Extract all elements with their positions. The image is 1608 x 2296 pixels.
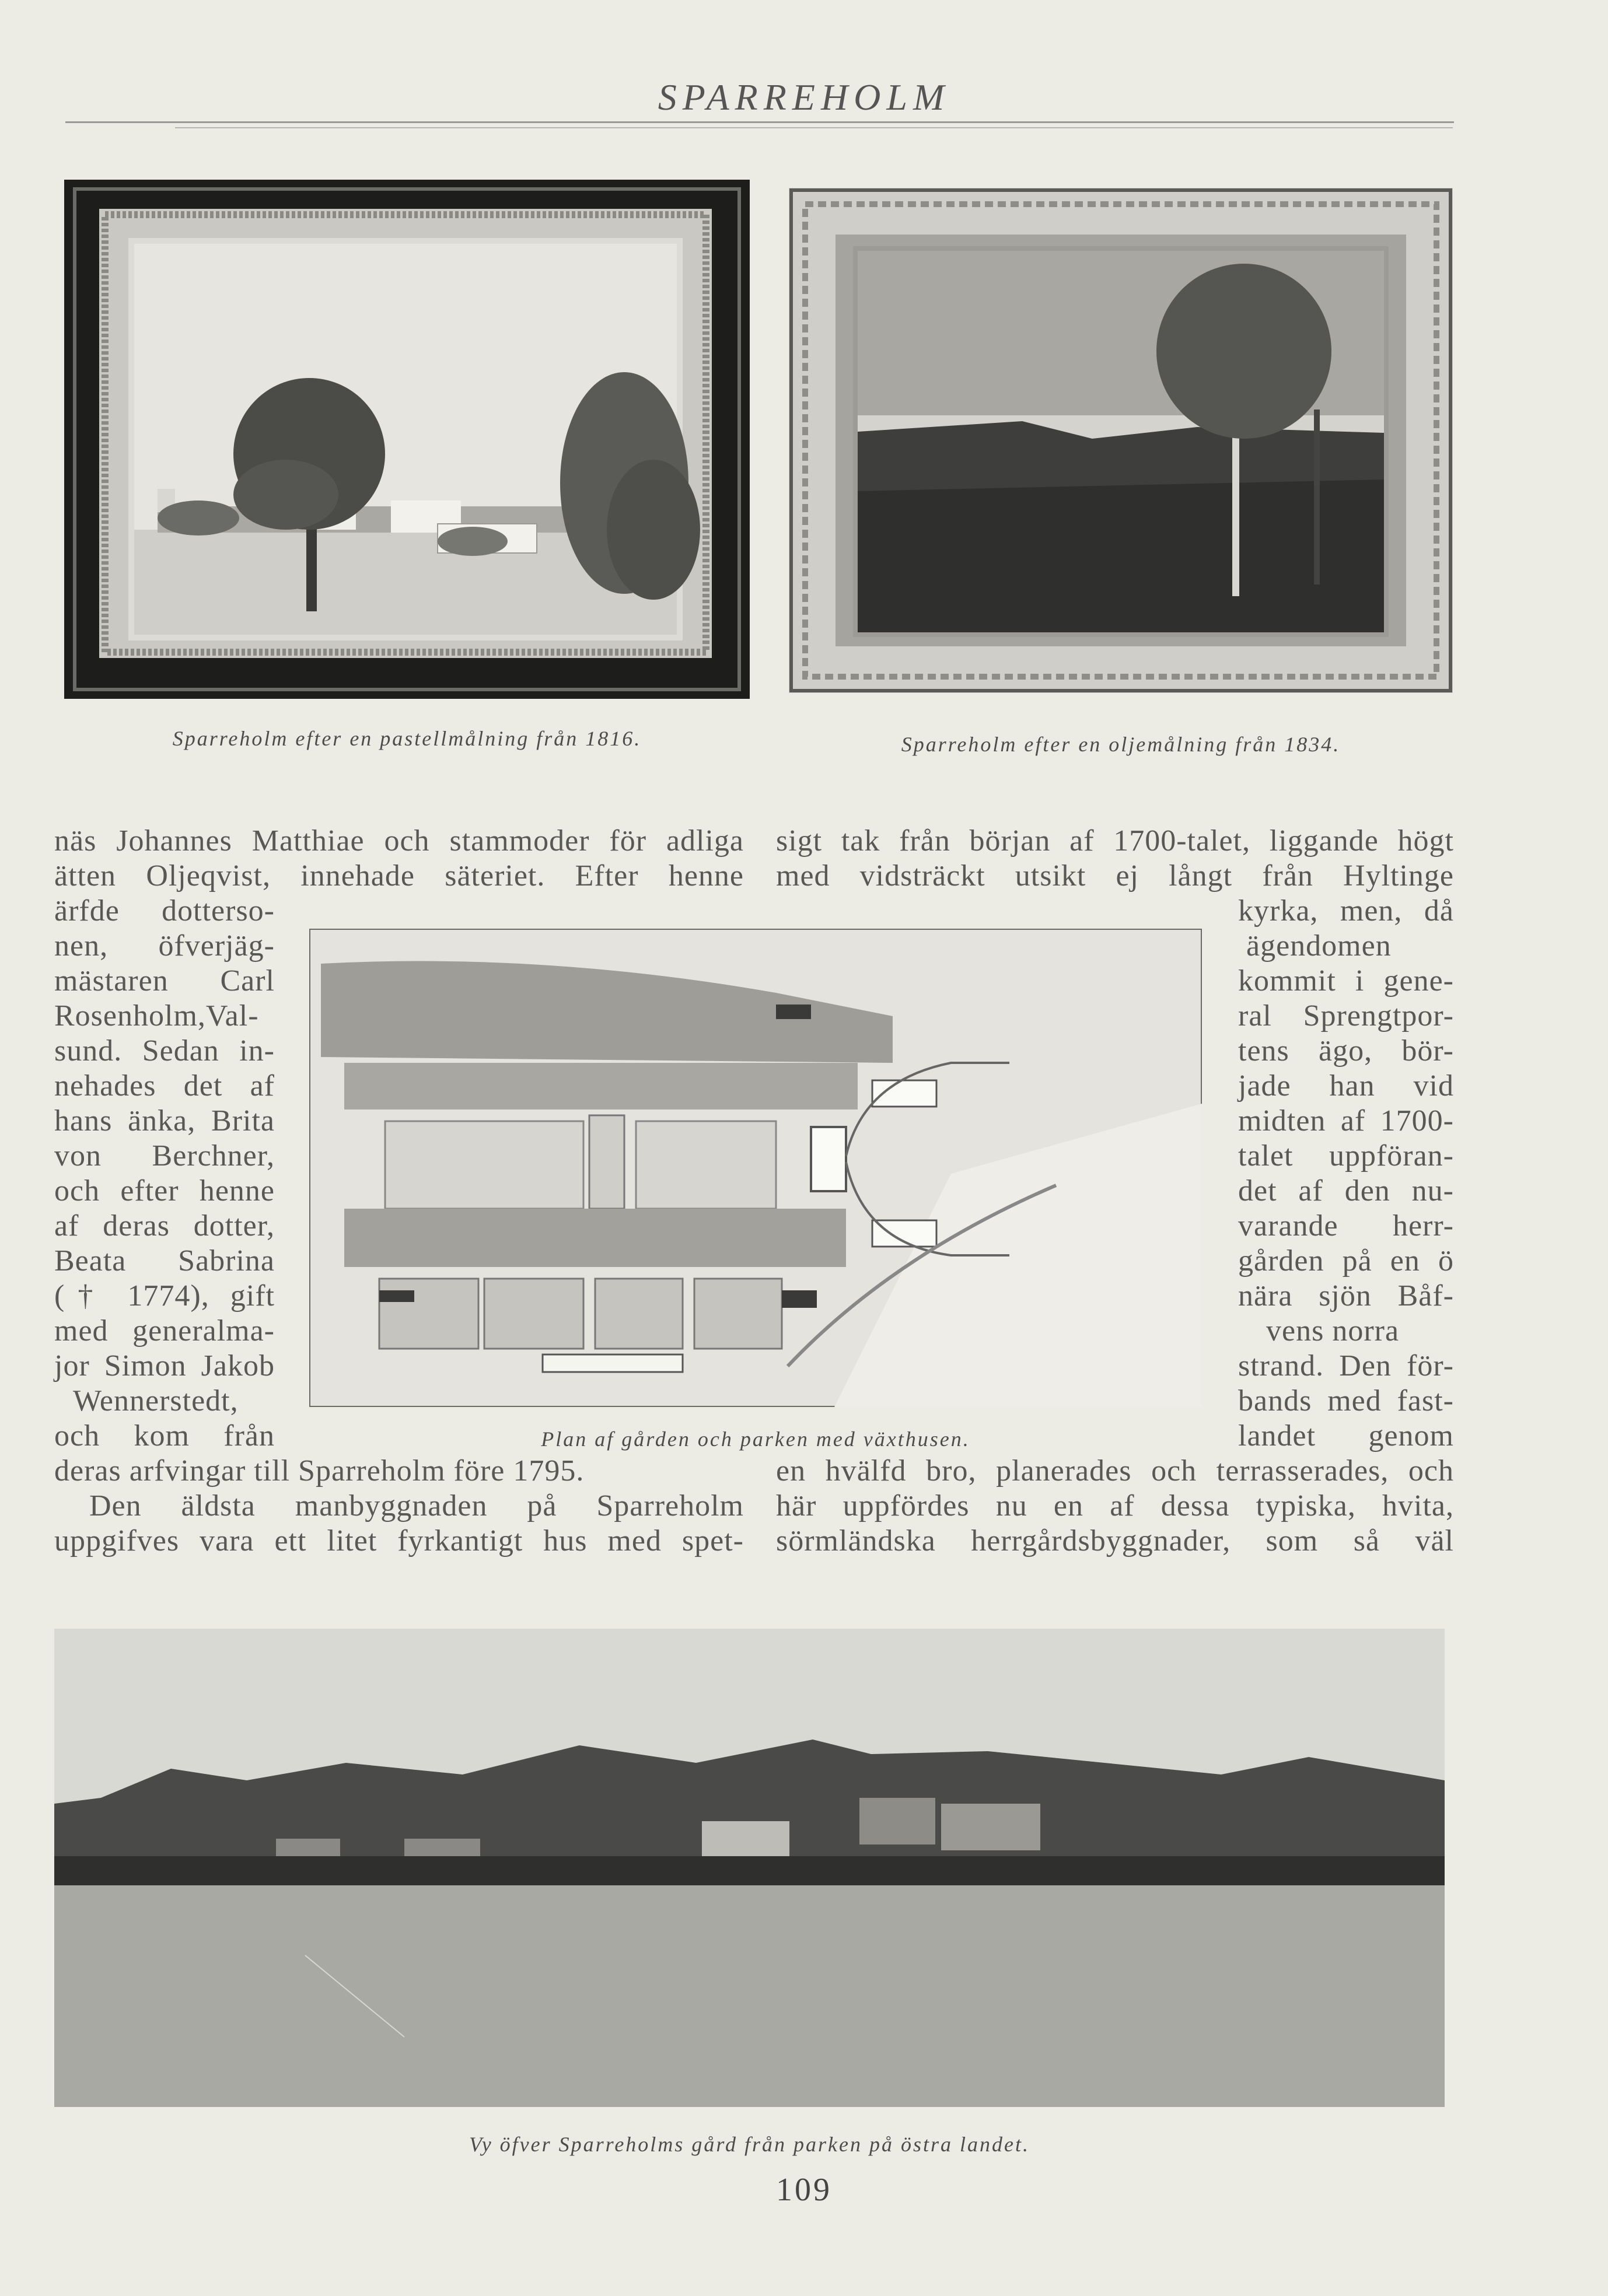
text-line: nen, öfverjäg- xyxy=(54,929,275,963)
pastel-painting-figure xyxy=(64,180,750,699)
text-line: en hvälfd bro, planerades och terrasserades, och xyxy=(776,1454,1454,1488)
text-line: ätten Oljeqvist, innehade säteriet. Efter henne xyxy=(54,859,744,892)
text-line: sigt tak från början af 1700-talet, liggande högt xyxy=(776,824,1454,858)
right-column-top xyxy=(776,824,1454,894)
text-line: och kom från xyxy=(54,1419,275,1452)
text-line: kyrka, men, då xyxy=(1238,894,1454,928)
left-column-narrow xyxy=(54,894,275,1454)
left-column-top xyxy=(54,824,744,894)
text-line: tens ägo, bör- xyxy=(1238,1034,1454,1068)
text-line: mästaren Carl xyxy=(54,964,275,998)
text-line: von Berchner, xyxy=(54,1139,275,1172)
text-line: af deras dotter, xyxy=(54,1209,275,1242)
text-line: med generalma- xyxy=(54,1314,275,1348)
text-line: Den äldsta manbyggnaden på Sparreholm xyxy=(89,1489,744,1522)
text-line: jor Simon Jakob xyxy=(54,1349,275,1382)
text-line: strand. Den för- xyxy=(1238,1349,1454,1382)
header-rule xyxy=(65,121,1454,123)
right-column-bottom xyxy=(776,1454,1454,1559)
text-line: talet uppföran- xyxy=(1238,1139,1454,1172)
text-line: deras arfvingar till Sparreholm före 1795. xyxy=(54,1454,585,1488)
right-column-narrow xyxy=(1238,894,1454,1454)
view-photo-figure xyxy=(54,1629,1445,2107)
text-line: († 1774), gift xyxy=(54,1279,275,1312)
text-line: och efter henne xyxy=(54,1174,275,1208)
text-line: hans änka, Brita xyxy=(54,1104,275,1138)
text-line: nära sjön Båf- xyxy=(1238,1279,1454,1312)
text-line: sund. Sedan in- xyxy=(54,1034,275,1068)
text-line: Beata Sabrina xyxy=(54,1244,275,1278)
text-line: sörmländska herrgårdsbyggnader, som så väl xyxy=(776,1524,1454,1558)
oil-caption: Sparreholm efter en oljemålning från 1834. xyxy=(901,733,1341,756)
text-line: Wennerstedt, xyxy=(73,1384,239,1418)
text-line: ral Sprengtpor- xyxy=(1238,999,1454,1032)
text-line: gården på en ö xyxy=(1238,1244,1454,1278)
text-line: ägendomen xyxy=(1246,929,1392,963)
text-line: varande herr- xyxy=(1238,1209,1454,1242)
page-number: 109 xyxy=(776,2172,832,2208)
running-header: SPARREHOLM xyxy=(658,76,950,118)
text-line: jade han vid xyxy=(1238,1069,1454,1102)
left-column-bottom xyxy=(54,1454,744,1559)
text-line: näs Johannes Matthiae och stammoder för adliga xyxy=(54,824,744,858)
text-line: här uppfördes nu en af dessa typiska, hvita, xyxy=(776,1489,1454,1522)
oil-painting-figure xyxy=(789,188,1453,693)
plan-caption: Plan af gården och parken med växthusen. xyxy=(541,1427,970,1451)
view-caption: Vy öfver Sparreholms gård från parken på östra landet. xyxy=(469,2133,1030,2156)
text-line: med vidsträckt utsikt ej långt från Hyltinge xyxy=(776,859,1454,892)
text-line: landet genom xyxy=(1238,1419,1454,1452)
text-line: midten af 1700- xyxy=(1238,1104,1454,1138)
text-line: nehades det af xyxy=(54,1069,275,1102)
text-line: ärfde dotterso- xyxy=(54,894,275,928)
text-line: Rosenholm,Val- xyxy=(54,999,259,1032)
text-line: bands med fast- xyxy=(1238,1384,1454,1418)
garden-plan-figure xyxy=(309,929,1202,1407)
text-line: kommit i gene- xyxy=(1238,964,1454,998)
text-line: uppgifves vara ett litet fyrkantigt hus med spet- xyxy=(54,1524,744,1558)
text-line: det af den nu- xyxy=(1238,1174,1454,1208)
header-rule-thin xyxy=(175,127,1453,128)
pastel-caption: Sparreholm efter en pastellmålning från 1816. xyxy=(172,727,642,750)
text-line: vens norra xyxy=(1266,1314,1400,1348)
